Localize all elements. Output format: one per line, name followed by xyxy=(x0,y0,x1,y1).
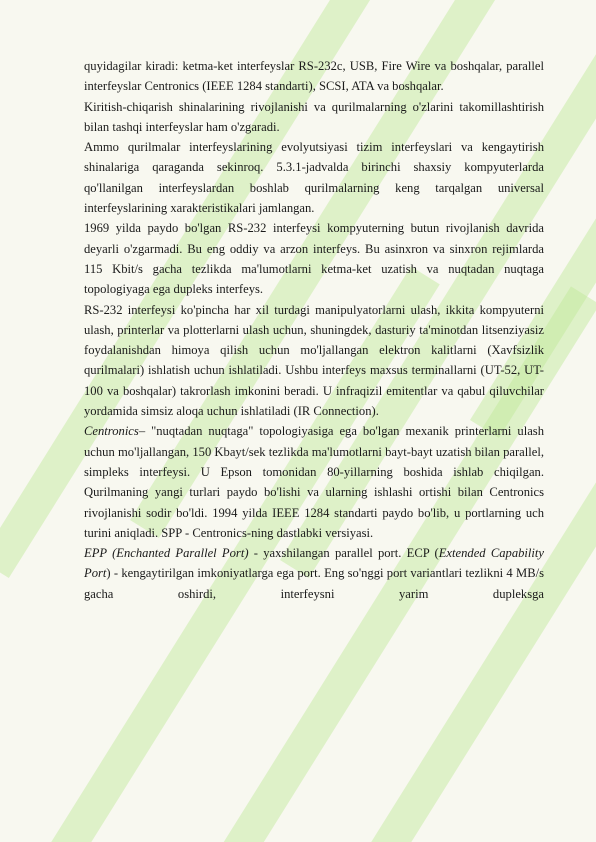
paragraph-3: Ammo qurilmalar interfeyslarining evolyutsiyasi tizim interfeyslari va kengaytirish shinalariga qaraganda sekinroq. 5.3.1-jadvalda birinchi shaxsiy kompyuterlarda qo'llanilgan interfeyslardan boshlab qurilmalarning keng tarqalgan universal interfeyslarining xarakteristikalari jamlangan. xyxy=(84,140,544,216)
paragraph-5: RS-232 interfeysi ko'pincha har xil turdagi manipulyatorlarni ulash, ikkita kompyuterni ulash, printerlar va plotterlarni ulash uchun, shuningdek, dasturiy ta'minotdan litsenziyasiz foydalanishdan himoya qilish uchun mo'ljallangan elektron kalitlarni (Xavfsizlik qurilmalari) ishlatish uchun ishlatiladi. Ushbu interfeys maxsus terminallarni (UT-52, UT-100 va boshqalar) takrorlash imkonini beradi. U infraqizil emitentlar va qabul qiluvchilar yordamida simsiz aloqa uchun ishlatiladi (IR Connection). xyxy=(84,302,544,419)
paragraph-1: quyidagilar kiradi: ketma-ket interfeyslar RS-232c, USB, Fire Wire va boshqalar, parallel interfeyslar Centronics (IEEE 1284 standarti), SCSI, ATA va boshqalar. xyxy=(84,59,544,94)
paragraph-7-text-b: ) - kengaytirilgan imkoniyatlarga ega port. Eng so'nggi port variantlari tezlikni 4 MB/s gacha oshirdi, interfeysni yarim dupleksga xyxy=(84,566,544,601)
paragraph-7-text-a: - yaxshilangan parallel port. ECP ( xyxy=(253,546,439,561)
term-centronics: Centronics xyxy=(84,424,139,439)
document-page xyxy=(84,56,544,604)
paragraph-6-text: – "nuqtadan nuqtaga" topologiyasiga ega bo'lgan mexanik printerlarni ulash uchun mo'ljallangan, 150 Kbayt/sek tezlikda ma'lumotlarni bayt-bayt uzatish bilan parallel, simpleks interfeysi. U Epson tomonidan 80-yillarning boshida ishlab chiqilgan. Qurilmaning yangi turlari paydo bo'lishi va ularning ishlashi ortishi bilan Centronics rivojlanishi sodir bo'ldi. 1994 yilda IEEE 1284 standarti paydo bo'lib, u portlarning uch turini aniqladi. SPP - Centronics-ning dastlabki versiyasi. xyxy=(84,424,544,540)
paragraph-2: Kiritish-chiqarish shinalarining rivojlanishi va qurilmalarning o'zlarini takomillashtirish bilan tashqi interfeyslar ham o'zgaradi. xyxy=(84,99,544,134)
paragraph-7 xyxy=(84,543,544,604)
paragraph-4: 1969 yilda paydo bo'lgan RS-232 interfeysi kompyuterning butun rivojlanish davrida deyarli o'zgarmadi. Bu eng oddiy va arzon interfeys. Bu asinxron va sinxron rejimlarda 115 Kbit/s gacha tezlikda ma'lumotlarni ketma-ket uzatish va nuqtadan nuqtaga topologiyaga ega dupleks interfeys. xyxy=(84,221,544,297)
paragraph-6 xyxy=(84,421,544,543)
term-ecp: Extended Capability Port xyxy=(84,546,545,581)
term-epp: EPP (Enchanted Parallel Port) xyxy=(84,546,249,561)
